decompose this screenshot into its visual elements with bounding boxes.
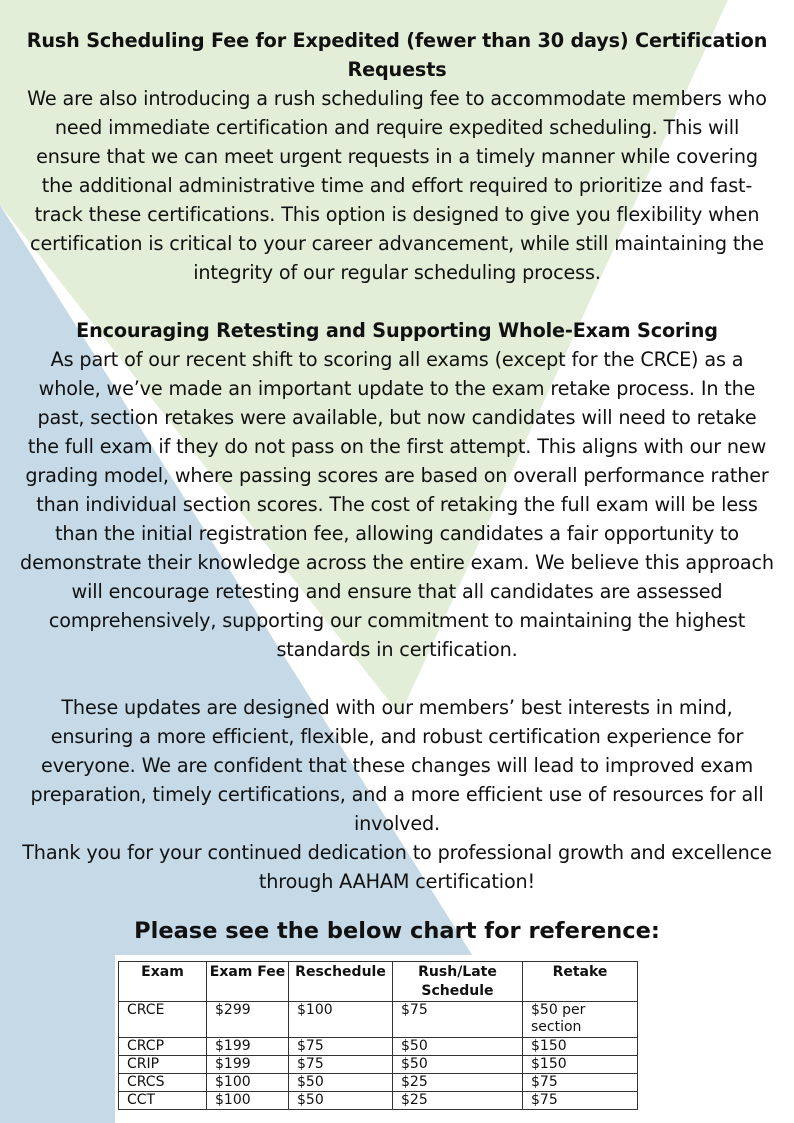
- cell-reschedule: $75: [289, 1038, 393, 1056]
- cell-exam-fee: $100: [207, 1092, 289, 1110]
- cell-reschedule: $50: [289, 1074, 393, 1092]
- chart-heading: Please see the below chart for reference:: [134, 918, 660, 944]
- header-retake: Retake: [523, 962, 638, 1002]
- cell-exam-fee: $199: [207, 1038, 289, 1056]
- cell-retake: $150: [523, 1056, 638, 1074]
- cell-exam-fee: $299: [207, 1002, 289, 1038]
- retesting-section: [20, 316, 774, 664]
- header-exam: Exam: [119, 962, 207, 1002]
- cell-retake: $75: [523, 1092, 638, 1110]
- cell-exam: CRCS: [119, 1074, 207, 1092]
- cell-rush-late: $50: [393, 1038, 523, 1056]
- table-row: [119, 1074, 638, 1092]
- cell-rush-late: $25: [393, 1074, 523, 1092]
- table-row: [119, 1038, 638, 1056]
- thank-you-paragraph: Thank you for your continued dedication to professional growth and excellence through AAHAM certification!: [22, 841, 772, 893]
- fee-table-container: [115, 955, 687, 1123]
- cell-exam-fee: $199: [207, 1056, 289, 1074]
- rush-fee-body: We are also introducing a rush scheduling fee to accommodate members who need immediate certification and require expedited scheduling. This will ensure that we can meet urgent requests in a timely manner while covering the additional administrative time and effort required to prioritize and fast-track these certifications. This option is designed to give you flexibility when certification is critical to your career advancement, while still maintaining the integrity of our regular scheduling process.: [27, 87, 767, 284]
- cell-rush-late: $25: [393, 1092, 523, 1110]
- closing-section: [20, 693, 774, 896]
- cell-reschedule: $50: [289, 1092, 393, 1110]
- rush-fee-section: [20, 26, 774, 287]
- rush-fee-heading: Rush Scheduling Fee for Expedited (fewer than 30 days) Certification Requests: [26, 29, 768, 81]
- cell-exam: CRCE: [119, 1002, 207, 1038]
- header-exam-fee: Exam Fee: [207, 962, 289, 1002]
- closing-paragraph: These updates are designed with our members’ best interests in mind, ensuring a more efficient, flexible, and robust certification experience for everyone. We are confident that these changes will lead to improved exam preparation, timely certifications, and a more efficient use of resources for all involved.: [30, 696, 764, 835]
- cell-rush-late: $75: [393, 1002, 523, 1038]
- cell-reschedule: $75: [289, 1056, 393, 1074]
- table-row: [119, 1002, 638, 1038]
- cell-exam: CRIP: [119, 1056, 207, 1074]
- retesting-body: As part of our recent shift to scoring all exams (except for the CRCE) as a whole, we’ve made an important update to the exam retake process. In the past, section retakes were available, but now candidates will need to retake the full exam if they do not pass on the first attempt. This aligns with our new grading model, where passing scores are based on overall performance rather than individual section scores. The cost of retaking the full exam will be less than the initial registration fee, allowing candidates a fair opportunity to demonstrate their knowledge across the entire exam. We believe this approach will encourage retesting and ensure that all candidates are assessed comprehensively, supporting our commitment to maintaining the highest standards in certification.: [20, 348, 774, 661]
- cell-exam: CCT: [119, 1092, 207, 1110]
- cell-retake: $50 per section: [523, 1002, 638, 1038]
- cell-reschedule: $100: [289, 1002, 393, 1038]
- table-row: [119, 1092, 638, 1110]
- header-reschedule: Reschedule: [289, 962, 393, 1002]
- cell-retake: $75: [523, 1074, 638, 1092]
- cell-rush-late: $50: [393, 1056, 523, 1074]
- retesting-heading: Encouraging Retesting and Supporting Whole-Exam Scoring: [76, 319, 718, 342]
- cell-retake: $150: [523, 1038, 638, 1056]
- fee-table: [118, 961, 638, 1110]
- header-rush-late: Rush/Late Schedule: [393, 962, 523, 1002]
- table-row: [119, 1056, 638, 1074]
- cell-exam: CRCP: [119, 1038, 207, 1056]
- fee-table-header-row: [119, 962, 638, 1002]
- cell-exam-fee: $100: [207, 1074, 289, 1092]
